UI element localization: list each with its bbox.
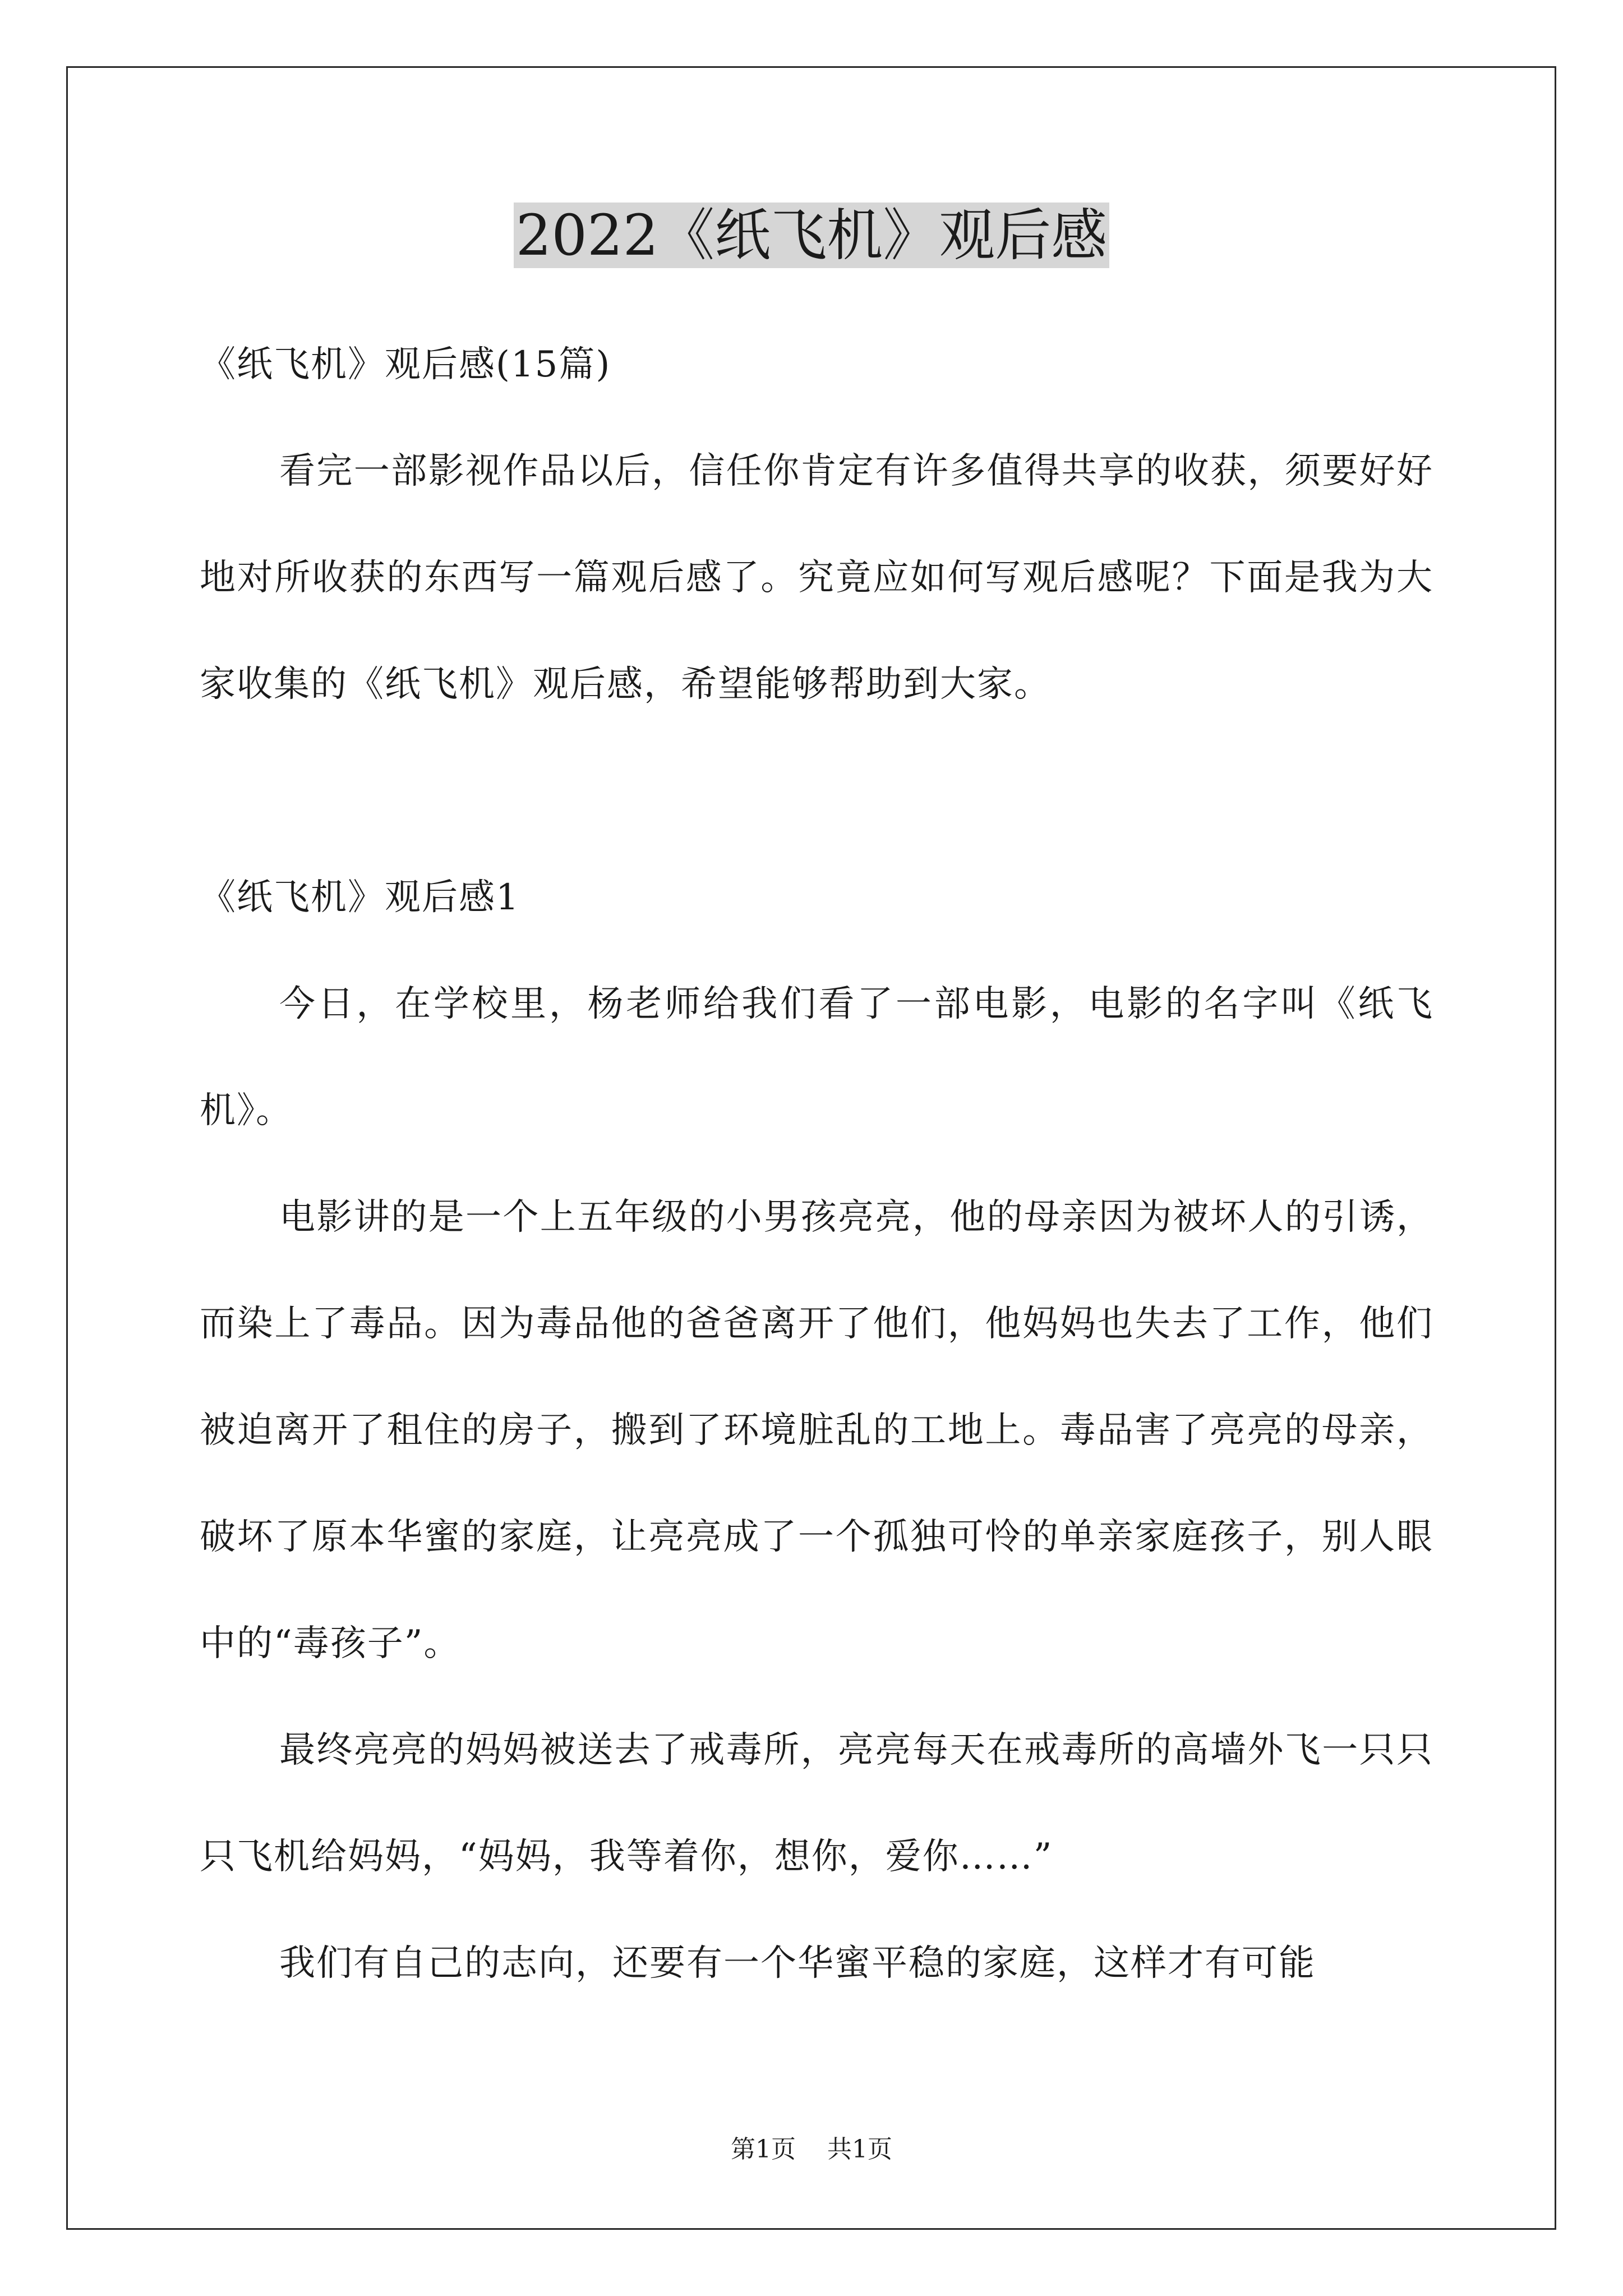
intro-paragraph: 看完一部影视作品以后，信任你肯定有许多值得共享的收获，须要好好地对所收获的东西写一篇观后感了。究竟应如何写观后感呢？下面是我为大家收集的《纸飞机》观后感，希望能够帮助到大家。 [200, 450, 1433, 705]
body-paragraph: 电影讲的是一个上五年级的小男孩亮亮，他的母亲因为被坏人的引诱，而染上了毒品。因为毒品他的爸爸离开了他们，他妈妈也失去了工作，他们被迫离开了租住的房子，搬到了环境脏乱的工地上。毒品害了亮亮的母亲，破坏了原本华蜜的家庭，让亮亮成了一个孤独可怜的单亲家庭孩子，别人眼中的“毒孩子”。 [200, 1197, 1433, 1664]
document-title-text: 2022《纸飞机》观后感 [514, 203, 1110, 268]
body-paragraph: 我们有自己的志向，还要有一个华蜜平稳的家庭，这样才有可能 [279, 1943, 1316, 1984]
document-subtitle: 《纸飞机》观后感(15篇) [200, 344, 611, 385]
document-body [200, 311, 1433, 2017]
section-title: 《纸飞机》观后感1 [200, 877, 520, 918]
body-paragraph: 最终亮亮的妈妈被送去了戒毒所，亮亮每天在戒毒所的高墙外飞一只只只飞机给妈妈，“妈妈，我等着你，想你，爱你……” [200, 1729, 1433, 1878]
page-footer: 第1页 共1页 [731, 2135, 892, 2164]
document-title [0, 196, 1623, 275]
body-paragraph: 今日，在学校里，杨老师给我们看了一部电影，电影的名字叫《纸飞机》。 [200, 983, 1433, 1131]
paragraph-gap [200, 738, 1433, 844]
